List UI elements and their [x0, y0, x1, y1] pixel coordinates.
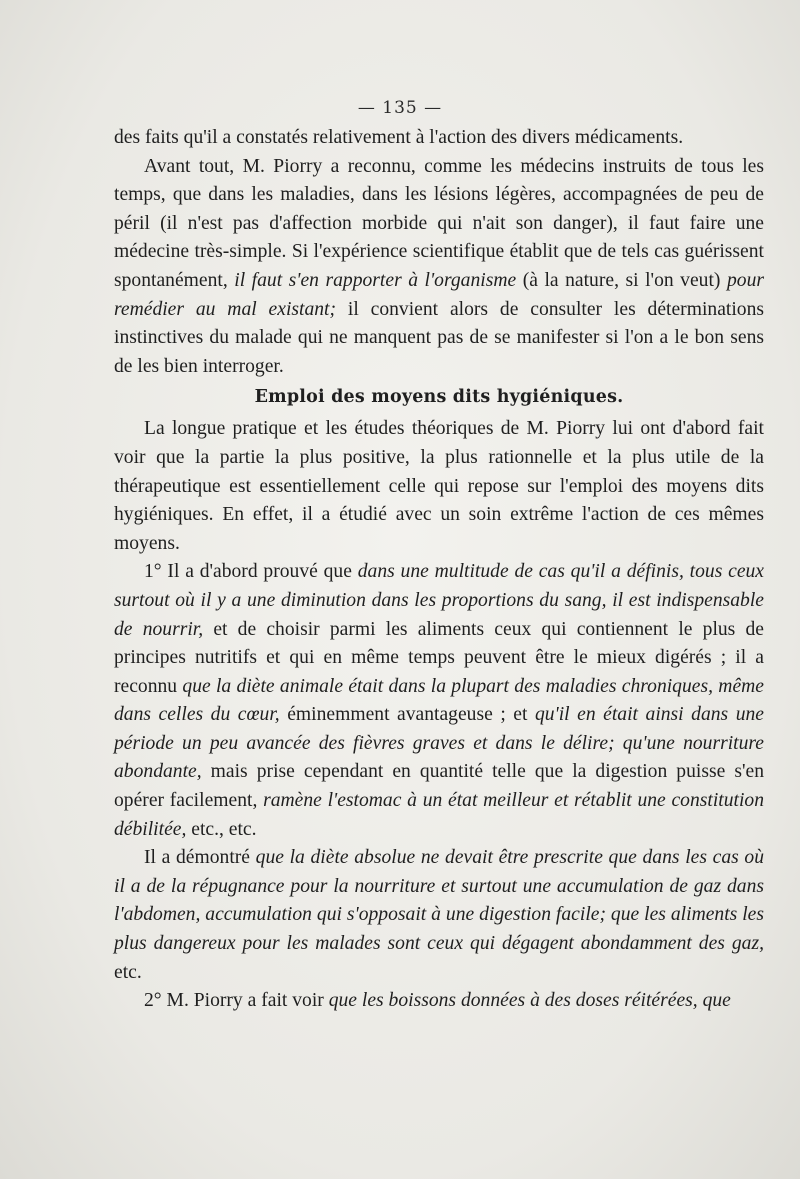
paragraph-6: 2° M. Piorry a fait voir que les boissons données à des doses réitérées, que	[144, 990, 731, 1012]
page-number: — 135 —	[357, 98, 443, 118]
paragraph-2: Avant tout, M. Piorry a reconnu, comme les médecins instruits de tous les temps, que dans les maladies, dans les lésions légères, accompagnées de peu de péril (il n'est pas d'affection morbide qui n'ait son danger), il faut faire une médecine très-simple. Si l'expérience scientifique établit que de tels cas guérissent spontanément, il faut s'en rapporter à l'organisme (à la nature, si l'on veut) pour remédier au mal existant; il convient alors de consulter les déterminations instinctives du malade qui ne manquent pas de se manifester si l'on a le bon sens de les bien interroger.	[114, 155, 764, 377]
paragraph-1: des faits qu'il a constatés relativement à l'action des divers médicaments.	[114, 127, 684, 148]
section-heading: Emploi des moyens dits hygiéniques.	[254, 387, 624, 408]
paragraph-5: Il a démontré que la diète absolue ne devait être prescrite que dans les cas où il a de la répugnance pour la nourriture et surtout une accumulation de gaz dans l'abdomen, accumulation qui s'opposait à une digestion facile; que les aliments les plus dangereux pour les malades sont ceux qui dégagent abondamment des gaz, etc.	[114, 847, 764, 983]
paragraph-4: 1° Il a d'abord prouvé que dans une multitude de cas qu'il a définis, tous ceux surtout où il y a une diminution dans les proportions du sang, il est indispensable de nourrir, et de choisir parmi les aliments ceux qui contiennent le plus de principes nutritifs et qui en même temps peuvent être le mieux digérés ; il a reconnu que la diète animale était dans la plupart des maladies chroniques, même dans celles du cœur, éminemment avantageuse ; et qu'il en était ainsi dans une période un peu avancée des fièvres graves et dans le délire; qu'une nourriture abondante, mais prise cependant en quantité telle que la digestion puisse s'en opérer facilement, ramène l'estomac à un état meilleur et rétablit une constitution débilitée, etc., etc.	[114, 561, 765, 840]
body-text	[114, 124, 764, 1016]
paragraph-3: La longue pratique et les études théoriques de M. Piorry lui ont d'abord fait voir que la partie la plus positive, la plus rationnelle et la plus utile de la thérapeutique est essentiellement celle qui repose sur l'emploi des moyens dits hygiéniques. En effet, il a étudié avec un soin extrême l'action de ces mêmes moyens.	[114, 418, 764, 554]
